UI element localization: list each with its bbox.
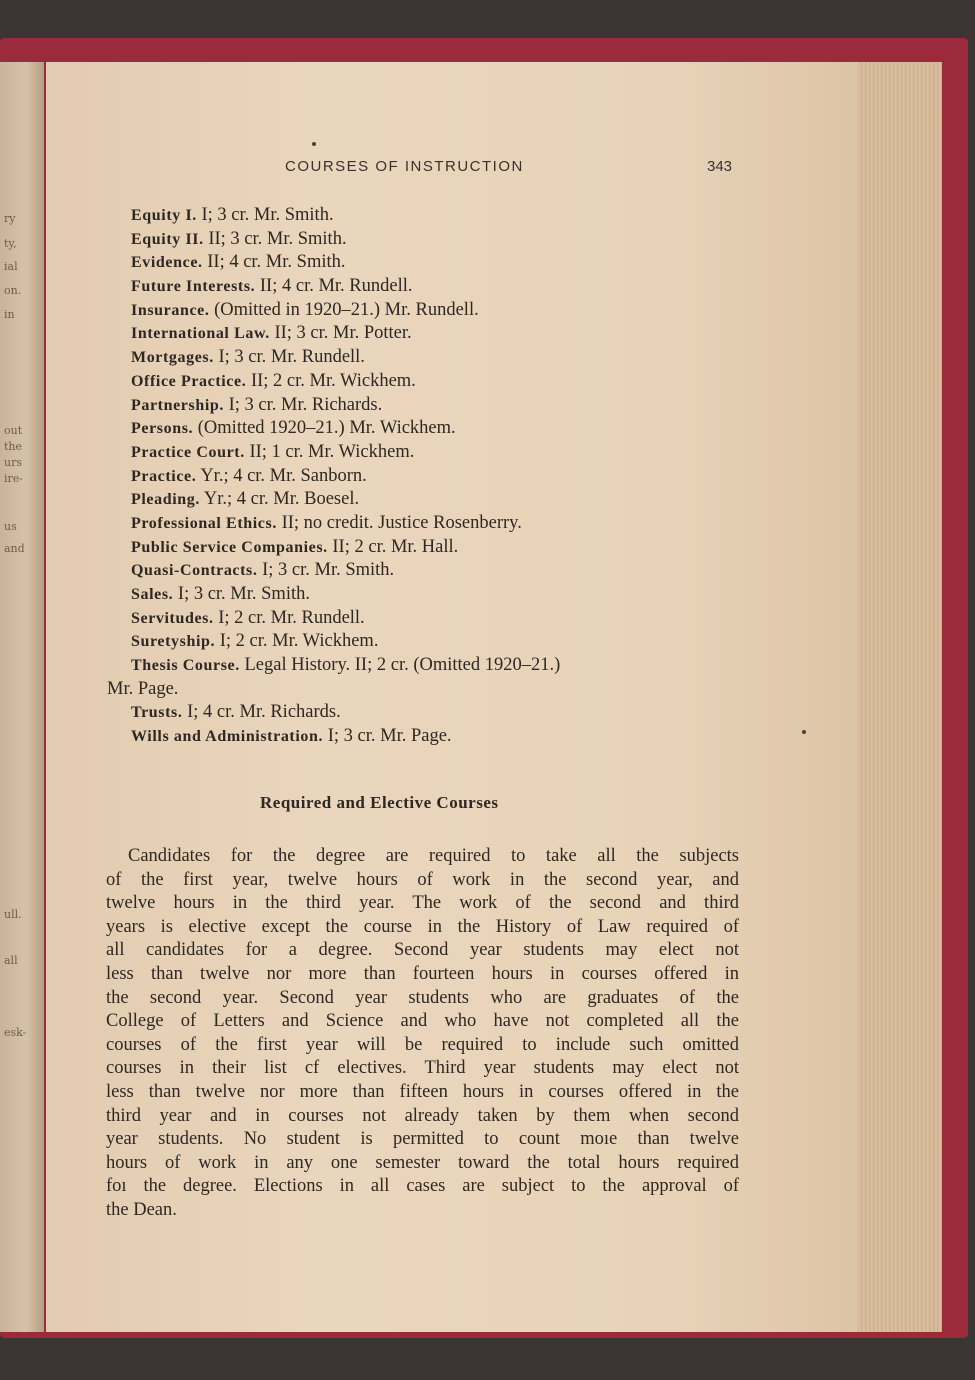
course-details: I; 3 cr. Mr. Rundell.	[218, 347, 365, 368]
course-name: Servitudes.	[131, 609, 214, 627]
course-name: Future Interests.	[131, 278, 256, 296]
left-page-fragment: ry	[4, 212, 16, 225]
course-name: Equity I.	[131, 207, 197, 224]
course-name: Professional Ethics.	[131, 514, 277, 532]
paragraph-line: twelve hours in the third year. The work of the second and third	[106, 893, 739, 914]
page-number: 343	[707, 158, 733, 175]
section-heading: Required and Elective Courses	[260, 793, 499, 812]
course-name: Practice Court.	[131, 443, 245, 461]
paragraph-line: the Dean.	[106, 1199, 177, 1220]
paragraph-line: Candidates for the degree are required to take all the subjects	[128, 846, 739, 866]
course-entry	[131, 370, 560, 394]
course-name: Quasi-Contracts.	[131, 562, 258, 580]
course-details: Legal History. II; 2 cr. (Omitted 1920–21.)	[244, 655, 561, 676]
course-entry	[107, 654, 561, 701]
paragraph-line: the second year. Second year students who are graduates of the	[106, 987, 739, 1008]
course-entry	[131, 512, 560, 536]
left-page-fragment: urs	[4, 456, 22, 469]
course-name: Sales.	[131, 586, 174, 603]
course-details: I; 3 cr. Mr. Smith.	[201, 205, 334, 225]
course-entry	[131, 275, 560, 299]
course-name: Equity II.	[131, 230, 204, 248]
page-fore-edge	[858, 62, 942, 1332]
left-page-edge	[0, 62, 44, 1332]
left-page-fragment: the	[4, 440, 23, 453]
page-speck	[802, 730, 806, 734]
paragraph-line: less than twelve nor more than fourteen hours in courses offered in	[106, 963, 739, 984]
course-entry	[131, 488, 560, 512]
course-details: Yr.; 4 cr. Mr. Boesel.	[203, 489, 360, 510]
course-name: International Law.	[131, 325, 270, 343]
left-page-fragment: us	[4, 520, 17, 533]
course-entry	[131, 322, 560, 346]
course-name: Suretyship.	[131, 633, 216, 651]
course-name: Trusts.	[131, 704, 183, 722]
course-name: Evidence.	[131, 254, 203, 272]
course-details: I; 3 cr. Mr. Smith.	[177, 584, 310, 604]
course-name: Wills and Administration.	[131, 728, 324, 746]
left-page-fragment: ull.	[4, 908, 22, 921]
left-page-fragment: esk-	[4, 1026, 27, 1039]
course-entry	[131, 251, 560, 275]
paragraph-line: third year and in courses not already taken by them when second	[106, 1105, 739, 1126]
course-name: Public Service Companies.	[131, 538, 328, 556]
course-details: (Omitted in 1920–21.) Mr. Rundell.	[214, 299, 479, 320]
course-details-continuation: Mr. Page.	[107, 678, 179, 699]
course-entry	[131, 441, 560, 465]
paragraph-line: less than twelve nor more than fifteen hours in courses offered in the	[106, 1081, 739, 1102]
course-name: Office Practice.	[131, 372, 247, 390]
left-page-fragment: ire-	[4, 472, 24, 485]
course-entry	[131, 346, 560, 370]
course-name: Insurance.	[131, 301, 210, 319]
left-page-fragment: ty,	[4, 237, 17, 250]
paragraph-line: courses of the first year will be required to include such omitted	[106, 1034, 739, 1055]
paragraph-line: College of Letters and Science and who have not completed all the	[106, 1011, 739, 1032]
course-details: II; 3 cr. Mr. Smith.	[208, 228, 347, 249]
paragraph-line: year students. No student is permitted to count moıe than twelve	[106, 1129, 739, 1150]
paragraph-line: of the first year, twelve hours of work in the second year, and	[106, 869, 739, 890]
course-details: II; 4 cr. Mr. Smith.	[207, 252, 346, 273]
course-entry	[131, 583, 560, 607]
course-details: (Omitted 1920–21.) Mr. Wickhem.	[197, 418, 456, 439]
course-entry	[131, 701, 560, 725]
course-name: Mortgages.	[131, 349, 214, 367]
course-name: Persons.	[131, 420, 194, 438]
course-name: Pleading.	[131, 491, 200, 509]
course-entry	[131, 536, 560, 560]
page-speck	[312, 142, 316, 146]
course-details: II; 3 cr. Mr. Potter.	[274, 323, 412, 344]
course-details: Yr.; 4 cr. Mr. Sanborn.	[200, 465, 367, 486]
course-list	[107, 204, 561, 749]
course-entry	[131, 630, 560, 654]
running-header: COURSES OF INSTRUCTION	[285, 158, 524, 175]
course-details: II; 2 cr. Mr. Hall.	[332, 536, 459, 557]
course-details: I; 2 cr. Mr. Rundell.	[218, 607, 365, 628]
course-details: II; 4 cr. Mr. Rundell.	[259, 276, 413, 297]
paragraph-line: hours of work in any one semester toward the total hours required	[106, 1152, 739, 1173]
paragraph-line: years is elective except the course in the History of Law required of	[106, 916, 739, 937]
paragraph-line: courses in their list cf electives. Third year students may elect not	[106, 1058, 739, 1079]
course-details: I; 3 cr. Mr. Richards.	[228, 394, 383, 415]
body-paragraph	[106, 845, 739, 1223]
course-details: I; 4 cr. Mr. Richards.	[187, 702, 341, 723]
course-entry	[131, 299, 560, 323]
course-entry	[131, 725, 560, 749]
course-name: Partnership.	[131, 396, 224, 414]
course-details: II; 1 cr. Mr. Wickhem.	[249, 441, 415, 462]
paragraph-line: foı the degree. Elections in all cases are subject to the approval of	[106, 1176, 739, 1197]
course-entry	[131, 559, 560, 583]
paragraph-line: all candidates for a degree. Second year students may elect not	[106, 940, 739, 961]
left-page-fragment: on.	[4, 284, 22, 297]
course-entry	[131, 204, 560, 228]
course-details: II; 2 cr. Mr. Wickhem.	[250, 370, 416, 391]
course-name: Practice.	[131, 467, 197, 485]
course-entry	[131, 607, 560, 631]
left-page-fragment: out	[4, 424, 23, 437]
course-entry	[131, 465, 560, 489]
left-page-fragment: and	[4, 542, 25, 555]
course-entry	[131, 394, 560, 418]
course-details: I; 3 cr. Mr. Smith.	[262, 560, 395, 581]
course-entry	[131, 417, 560, 441]
course-details: I; 3 cr. Mr. Page.	[327, 726, 452, 747]
course-details: I; 2 cr. Mr. Wickhem.	[219, 631, 379, 652]
left-page-fragment: all	[4, 954, 18, 967]
course-entry	[131, 228, 560, 252]
course-name: Thesis Course.	[131, 657, 240, 675]
left-page-fragment: in	[4, 308, 15, 321]
left-page-fragment: ial	[4, 260, 18, 273]
course-details: II; no credit. Justice Rosenberry.	[281, 512, 522, 533]
